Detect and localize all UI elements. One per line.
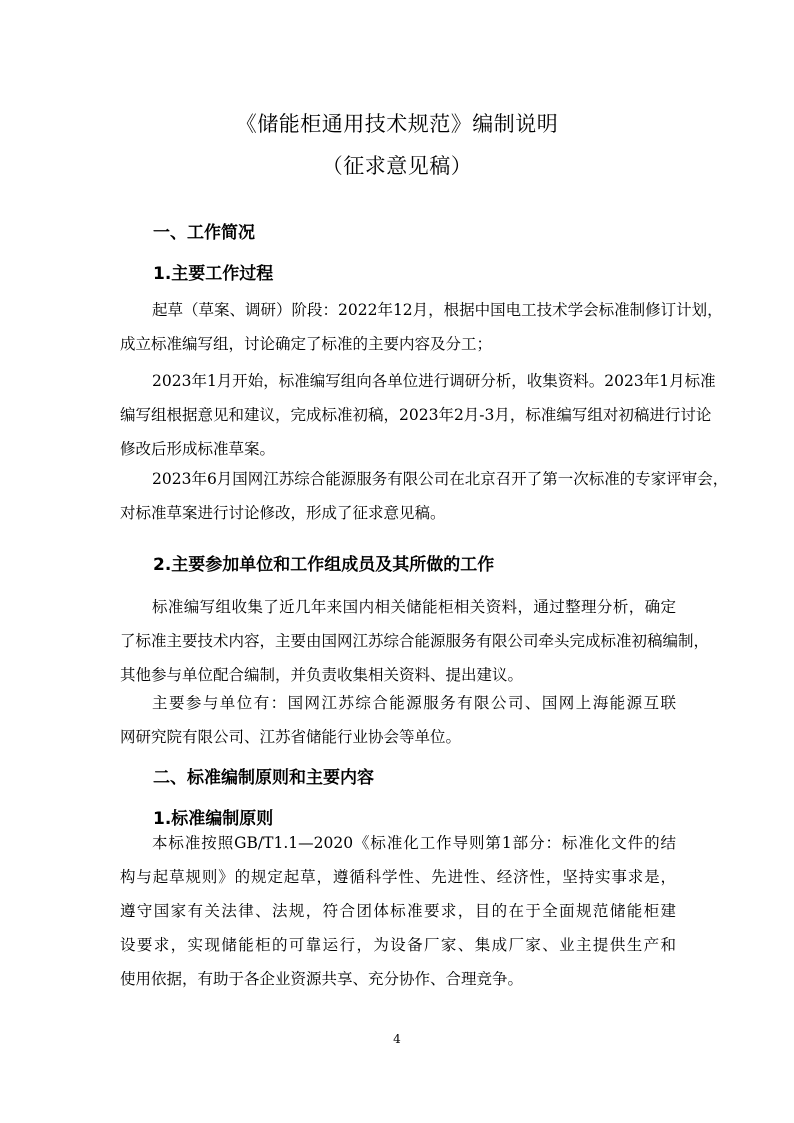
text-line: 起草（草案、调研）阶段：2022年12月，根据中国电工技术学会标准制修订计划， [152,301,723,319]
text-line: 修改后形成标准草案。 [120,440,276,458]
document-title: 《储能柜通用技术规范》编制说明 [235,112,559,136]
text-line: 了标准主要技术内容，主要由国网江苏综合能源服务有限公司牵头完成标准初稿编制， [120,632,710,650]
subsection-heading-main-process: 1.主要工作过程 [153,264,274,284]
paragraph-participating-units [120,686,676,754]
document-subtitle: （征求意见稿） [321,154,473,178]
text-line: 构与起草规则》的规定起草，遵循科学性、先进性、经济性，坚持实事求是， [120,868,676,886]
page-number: 4 [393,1032,401,1046]
subsection-heading-compile-principles: 1.标准编制原则 [153,809,274,829]
text-line: 网研究院有限公司、江苏省储能行业协会等单位。 [120,728,462,746]
text-line: 遵守国家有关法律、法规，符合团体标准要求，目的在于全面规范储能柜建 [120,902,676,920]
section-heading-principles: 二、标准编制原则和主要内容 [153,768,374,788]
paragraph-principles [120,826,676,996]
text-line: 本标准按照GB/T1.1—2020《标准化工作导则第1部分：标准化文件的结 [152,834,676,852]
subsection-heading-participants: 2.主要参加单位和工作组成员及其所做的工作 [153,555,495,575]
text-line: 标准编写组收集了近几年来国内相关储能柜相关资料，通过整理分析，确定 [152,598,676,616]
text-line: 使用依据，有助于各企业资源共享、充分协作、合理竞争。 [120,970,524,988]
paragraph-drafting-stage [120,293,723,361]
paragraph-research-analysis [120,364,716,466]
text-line: 2023年1月开始，标准编写组向各单位进行调研分析，收集资料。2023年1月标准 [152,372,716,390]
text-line: 主要参与单位有：国网江苏综合能源服务有限公司、国网上海能源互联 [152,694,676,712]
paragraph-data-collection [120,590,710,692]
paragraph-expert-review [120,462,729,530]
text-line: 其他参与单位配合编制，并负责收集相关资料、提出建议。 [120,666,524,684]
text-line: 对标准草案进行讨论修改，形成了征求意见稿。 [120,504,446,522]
text-line: 编写组根据意见和建议，完成标准初稿，2023年2月-3月，标准编写组对初稿进行讨论 [120,406,712,424]
text-line: 2023年6月国网江苏综合能源服务有限公司在北京召开了第一次标准的专家评审会， [152,470,729,488]
section-heading-work-overview: 一、工作简况 [153,223,255,243]
text-line: 成立标准编写组，讨论确定了标准的主要内容及分工； [120,335,493,353]
text-line: 设要求，实现储能柜的可靠运行，为设备厂家、集成厂家、业主提供生产和 [120,936,676,954]
